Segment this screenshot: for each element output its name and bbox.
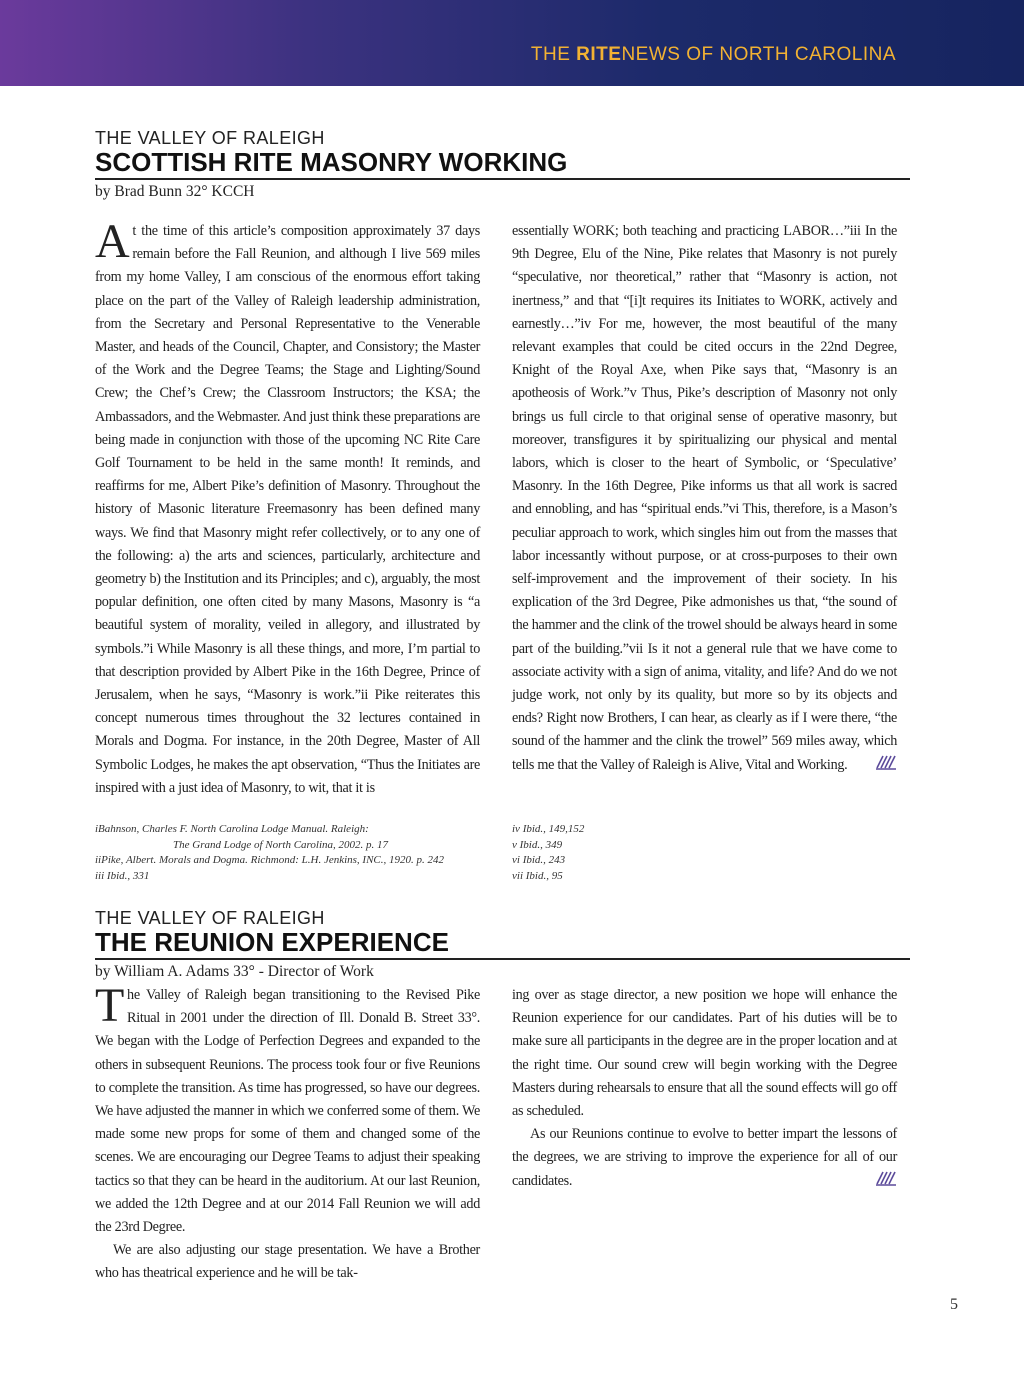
article-headline: THE REUNION EXPERIENCE (95, 928, 910, 960)
article1-column-right (512, 220, 897, 800)
footnote: The Grand Lodge of North Carolina, 2002. p. 17 (173, 838, 389, 851)
article2-col1-p1: he Valley of Raleigh began transitioning to the Revised Pike Ritual in 2001 under the direction of Ill. Donald B. Street 33°. We began with the Lodge of Perfection Degrees and expanded to the others in subsequent Reunions. The process took four or five Reunions to complete the transition. As time has progressed, so have our degrees. We have adjusted the manner in which we conferred some of them. We made some new props for some of them and changed some of the scenes. We are encouraging our Degree Teams to adjust their speaking tactics so that they can be heard in the auditorium. At our last Reunion, we added the 12th Degree and at our 2014 Fall Reunion we will add the 23rd Degree. (95, 987, 480, 1236)
drop-cap: A (95, 215, 130, 268)
article-headline: SCOTTISH RITE MASONRY WORKING (95, 148, 910, 180)
footnote: vi Ibid., 243 (512, 854, 566, 866)
article-byline: by Brad Bunn 32° KCCH (95, 183, 255, 200)
article-byline: by William A. Adams 33° - Director of Work (95, 963, 374, 980)
article-header-reunion (95, 908, 910, 982)
masthead-banner (0, 0, 1024, 86)
article2-column-right (512, 984, 897, 1224)
article1-col2-text: essentially WORK; both teaching and practicing LABOR…”iii In the 9th Degree, Elu of the Nine, Pike relates that Masonry is not purely “speculative, nor theoretical,” rather that “Masonry is action, not inertness,” and that “[i]t requires its Initiates to WORK, actively and earnestly…”iv For me, however, the most beautiful of the many relevant examples that could be cited occurs in the 22nd Degree, Knight of the Royal Axe, when Pike says that, “Masonry is an apotheosis of Work.”v Thus, Pike’s description of Masonry not only brings us full circle to that original sense of operative masonry, but moreover, transfigures it by spiritualizing our physical and mental labors, which is closer to the heart of Symbolic, or ‘Speculative’ Masonry. In the 16th Degree, Pike informs us that all work is sacred and ennobling, and has “spiritual ends.”vi This, therefore, is a Mason’s peculiar approach to work, which singles him out from the masses that labor incessantly without purpose, or at cross-purposes to their own self-improvement and the improvement of their society. In his explication of the 3rd Degree, Pike admonishes us that, “the sound of the hammer and the clink of the trowel should be always heard in some part of the building.”vii Is it not a general rule that we have come to associate activity with a sign of anima, vitality, and life? And do we not judge work, not only by its quality, but more so by its objects and ends? Right now Brothers, I can hear, as clearly as if I were there, “the sound of the hammer and the clink the trowel” 569 miles away, which tells me that the Valley of Raleigh is Alive, Vital and Working. (512, 223, 897, 773)
publication-title (531, 44, 896, 66)
footnote: iii Ibid., 331 (95, 869, 150, 882)
footnote: iiPike, Albert. Morals and Dogma. Richmond: L.H. Jenkins, INC., 1920. p. 242 (95, 854, 445, 866)
article2-column-left (95, 979, 480, 1294)
title-rest: NEWS OF NORTH CAROLINA (621, 44, 896, 65)
article2-col2-p1: ing over as stage director, a new position we hope will enhance the Reunion experience for our candidates. Part of his duties will be to make sure all participants in the degree are in the proper location and at the right time. Our sound crew will begin working with the Degree Masters during rehearsals to ensure that all the sound effects will go off as scheduled. (512, 987, 897, 1120)
footnote: iv Ibid., 149,152 (512, 823, 585, 835)
title-rite: RITE (576, 44, 622, 65)
drop-cap: T (95, 979, 125, 1032)
page-number: 5 (950, 1296, 958, 1313)
end-mark-icon (875, 754, 897, 770)
footnotes-left (95, 822, 480, 884)
end-mark-icon (875, 1170, 897, 1186)
article1-column-left (95, 215, 480, 820)
article2-col1-p2: We are also adjusting our stage presentation. We have a Brother who has theatrical experience and he will be tak- (95, 1242, 480, 1282)
article1-col1-text: t the time of this article’s composition approximately 37 days remain before the Fall Reunion, and although I live 569 miles from my home Valley, I am conscious of the enormous effort taking place on the part of the Valley of Raleigh leadership administration, from the Secretary and Personal Representative to the Venerable Master, and heads of the Council, Chapter, and Consistory; the Master of the Work and the Degree Teams; the Stage and Lighting/Sound Crew; the Chef’s Crew; the Classroom Instructors; the KSA; the Ambassadors, and the Webmaster. And just think these preparations are being made in conjunction with those of the upcoming NC Rite Care Golf Tournament to be held in the same month! It reminds, and reaffirms for me, Albert Pike’s definition of Masonry. Throughout the history of Masonic literature Freemasonry has been defined many ways. We find that Masonry might refer collectively, or to any one of the following: a) the arts and sciences, particularly, architecture and geometry b) the Institution and its Principles; and c), arguably, the most popular definition, one often cited by many Masons, Masonry is “a beautiful system of morality, veiled in allegory, and illustrated by symbols.”i While Masonry is all these things, and more, I’m partial to that description provided by Albert Pike in the 16th Degree, Prince of Jerusalem, when he says, “Masonry is work.”ii Pike reiterates this concept numerous times throughout the 32 lectures contained in Morals and Dogma. For instance, in the 20th Degree, Master of All Symbolic Lodges, he makes the apt observation, “Thus the Initiates are inspired with a just idea of Masonry, to wit, that it is (95, 223, 480, 796)
article2-col2-p2: As our Reunions continue to evolve to better impart the lessons of the degrees, we are striving to improve the experience for all of our candidates. (512, 1126, 897, 1189)
footnote: iBahnson, Charles F. North Carolina Lodge Manual. Raleigh: (95, 823, 369, 835)
footnote: v Ibid., 349 (512, 838, 563, 851)
title-the: THE (530, 44, 577, 65)
article-header-scottish-rite (95, 128, 910, 202)
article-kicker: THE VALLEY OF RALEIGH (95, 908, 325, 928)
footnote: vii Ibid., 95 (512, 869, 563, 882)
article-kicker: THE VALLEY OF RALEIGH (95, 128, 325, 148)
footnotes-right (512, 822, 897, 884)
